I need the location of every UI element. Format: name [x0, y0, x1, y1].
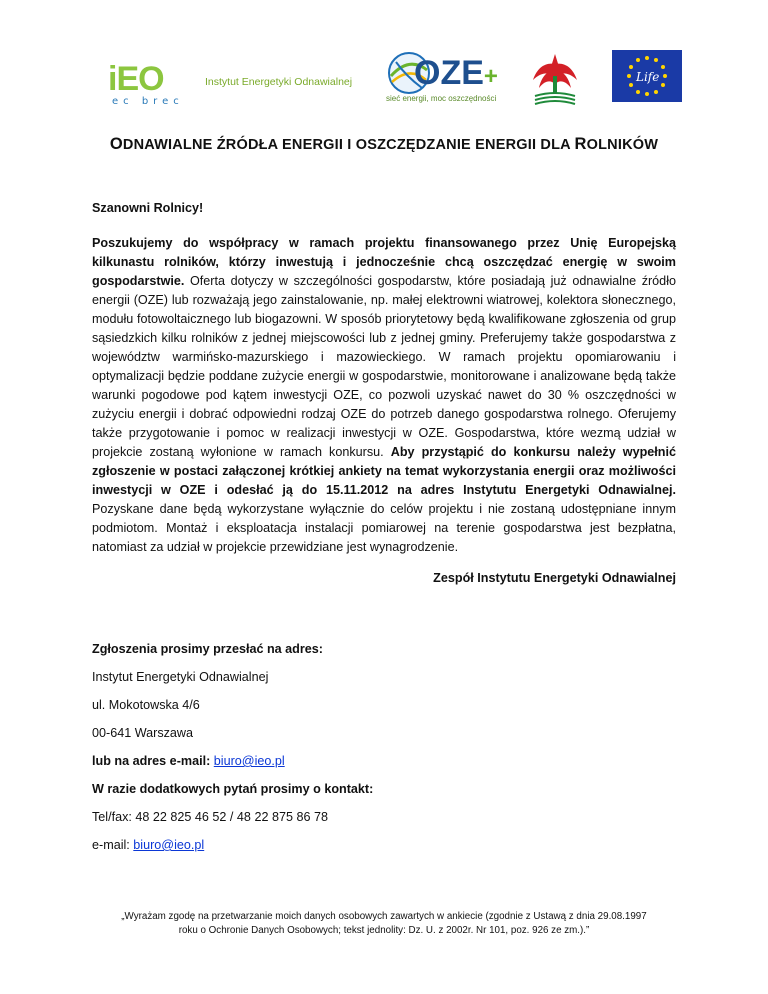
eu-flag-icon — [612, 50, 682, 102]
life-logo-text: Life — [636, 70, 660, 84]
letter-paragraph: Poszukujemy do współpracy w ramach projektu finansowanego przez Unię Europejską kilkunastu rolników, którzy inwestują i jednocześnie chcą oszczędzać energię w swoim gospodarstwie. Oferta dotyczy w szczególności gospodarstw, które posiadają już odnawialne źródło energii (OZE) lub rozważają jego zainstalowanie, np. małej elektrowni wiatrowej, kolektora słonecznego, modułu fotowoltaicznego lub biogazowni. W sposób priorytetowy będą kwalifikowane zgłoszenia od grup sąsiedzkich kilku rolników z jednej miejscowości lub z jednej gminy. Preferujemy także gospodarstwa z województw warmińsko-mazurskiego i mazowieckiego. W ramach projektu opomiarowaniu i optymalizacji będzie poddane zużycie energii w gospodarstwie, monitorowane i analizowane będą także warunki pogodowe pod kątem inwestycji OZE, co pozwoli uzyskać nawet do 30 % oszczędności w zużyciu energii i dobrać odpowiedni rodzaj OZE do potrzeb danego gospodarstwa rolnego. Oferujemy także przygotowanie i pomoc w realizacji inwestycji w OZE. Gospodarstwa, które wezmą udział w projekcie zostaną wyłonione w ramach konkursu. Aby przystąpić do konkursu należy wypełnić zgłoszenie w postaci załączonej krótkiej ankiety na temat wykorzystania energii oraz możliwości inwestycji w OZE i odesłać ją do 15.11.2012 na adres Instytutu Energetyki Odnawialnej. Pozyskane dane będą wykorzystane wyłącznie do celów projektu i nie zostaną udostępniane innym podmiotom. Montaż i eksploatacja instalacji pomiarowej na terenie gospodarstwa jest bezpłatna, natomiast za udział w projekcie przewidziane jest wynagrodzenie. — [92, 236, 676, 554]
contact-phone: Tel/fax: 48 22 825 46 52 / 48 22 875 86 78 — [92, 810, 328, 824]
fund-emblem-icon — [527, 50, 583, 108]
greeting: Szanowni Rolnicy! — [92, 201, 204, 215]
consent-footer — [60, 910, 708, 938]
contact-section — [92, 640, 676, 864]
contact-email-line: lub na adres e-mail: biuro@ieo.pl — [92, 754, 285, 768]
contact-email2-line: e-mail: biuro@ieo.pl — [92, 838, 205, 852]
ieo-logo-subtitle: ec brec — [112, 96, 184, 107]
oze-logo-text: OZE+ — [414, 54, 498, 92]
letter-body — [92, 199, 676, 601]
ieo-logo-letters: iEO — [108, 60, 164, 98]
ieo-logo-name: Instytut Energetyki Odnawialnej — [205, 76, 353, 88]
ieo-logo — [108, 62, 353, 108]
contact-street: ul. Mokotowska 4/6 — [92, 698, 200, 712]
page-title: ODNAWIALNE ŹRÓDŁA ENERGII I OSZCZĘDZANIE ENERGII DLA ROLNIKÓW — [109, 135, 659, 153]
fund-emblem-logo — [527, 50, 583, 108]
email-link-2[interactable]: biuro@ieo.pl — [133, 838, 205, 852]
life-eu-logo — [612, 50, 682, 102]
oze-logo-tagline: sieć energii, moc oszczędności — [386, 94, 497, 103]
footer-line-1: „Wyrażam zgodę na przetwarzanie moich danych osobowych zawartych w ankiecie (zgodnie z Ustawą z dnia 29.08.1997 — [121, 911, 647, 922]
contact-questions-heading: W razie dodatkowych pytań prosimy o kontakt: — [92, 782, 374, 796]
header — [0, 48, 768, 118]
contact-heading: Zgłoszenia prosimy przesłać na adres: — [92, 642, 323, 656]
contact-org: Instytut Energetyki Odnawialnej — [92, 670, 269, 684]
footer-line-2: roku o Ochronie Danych Osobowych; tekst jednolity: Dz. U. z 2002r. Nr 101, poz. 926 ze zm.).” — [178, 925, 590, 936]
email-link[interactable]: biuro@ieo.pl — [213, 754, 285, 768]
signature: Zespół Instytutu Energetyki Odnawialnej — [433, 571, 676, 585]
oze-logo — [386, 48, 496, 110]
contact-city: 00-641 Warszawa — [92, 726, 194, 740]
